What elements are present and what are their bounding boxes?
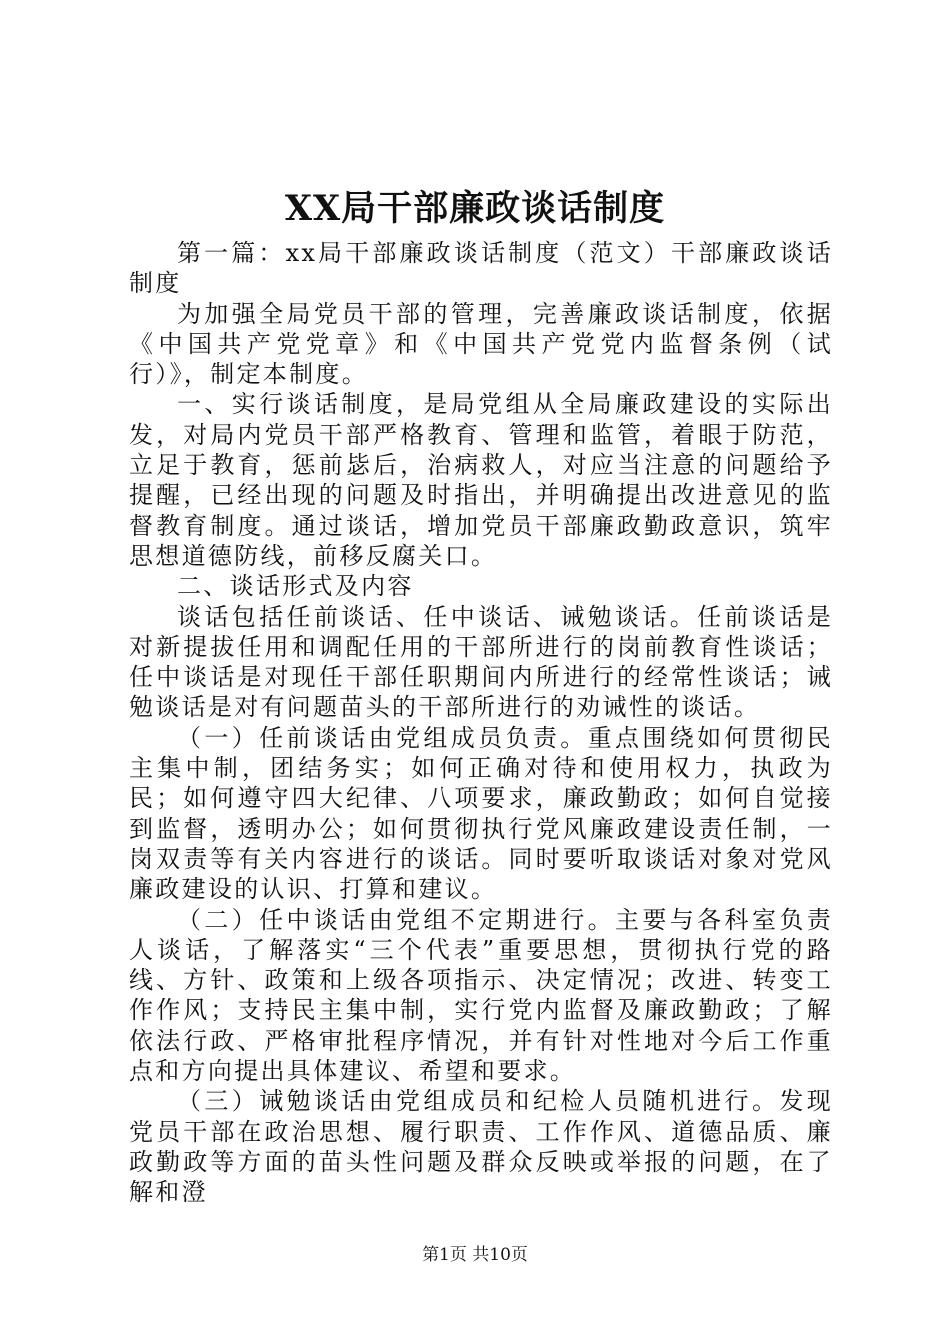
paragraph-item-3: （三）诫勉谈话由党组成员和纪检人员随机进行。发现党员干部在政治思想、履行职责、工作作风、道德品质、廉政勤政等方面的苗头性问题及群众反映或举报的问题，在了解和澄 bbox=[129, 1087, 833, 1207]
paragraph-item-2: （二）任中谈话由党组不定期进行。主要与各科室负责人谈话，了解落实“三个代表”重要思想，贯彻执行党的路线、方针、政策和上级各项指示、决定情况；改进、转变工作作风；支持民主集中制，实行党内监督及廉政勤政；了解依法行政、严格审批程序情况，并有针对性地对今后工作重点和方向提出具体建议、希望和要求。 bbox=[129, 905, 833, 1086]
paragraph-intro: 为加强全局党员干部的管理，完善廉政谈话制度，依据《中国共产党党章》和《中国共产党党内监督条例（试行）》，制定本制度。 bbox=[129, 299, 833, 389]
paragraph-heading: 第一篇：xx局干部廉政谈话制度（范文）干部廉政谈话制度 bbox=[129, 239, 833, 298]
document-title: XX局干部廉政谈话制度 bbox=[284, 188, 666, 229]
page-number-footer: 第1页 共10页 bbox=[422, 1245, 528, 1265]
paragraph-section-2-body: 谈话包括任前谈话、任中谈话、诫勉谈话。任前谈话是对新提拔任用和调配任用的干部所进行的岗前教育性谈话；任中谈话是对现任干部任职期间内所进行的经常性谈话；诫勉谈话是对有问题苗头的干部所进行的劝诫性的谈话。 bbox=[129, 602, 833, 722]
paragraph-section-2-heading: 二、谈话形式及内容 bbox=[177, 572, 414, 601]
paragraph-section-1: 一、实行谈话制度，是局党组从全局廉政建设的实际出发，对局内党员干部严格教育、管理和监管，着眼于防范，立足于教育，惩前毖后，治病救人，对应当注意的问题给予提醒，已经出现的问题及时指出，并明确提出改进意见的监督教育制度。通过谈话，增加党员干部廉政勤政意识，筑牢思想道德防线，前移反腐关口。 bbox=[129, 390, 833, 570]
document-body bbox=[129, 238, 833, 1208]
paragraph-item-1: （一）任前谈话由党组成员负责。重点围绕如何贯彻民主集中制，团结务实；如何正确对待和使用权力，执政为民；如何遵守四大纪律、八项要求，廉政勤政；如何自觉接到监督，透明办公；如何贯彻执行党风廉政建设责任制，一岗双责等有关内容进行的谈话。同时要听取谈话对象对党风廉政建设的认识、打算和建议。 bbox=[129, 723, 833, 904]
